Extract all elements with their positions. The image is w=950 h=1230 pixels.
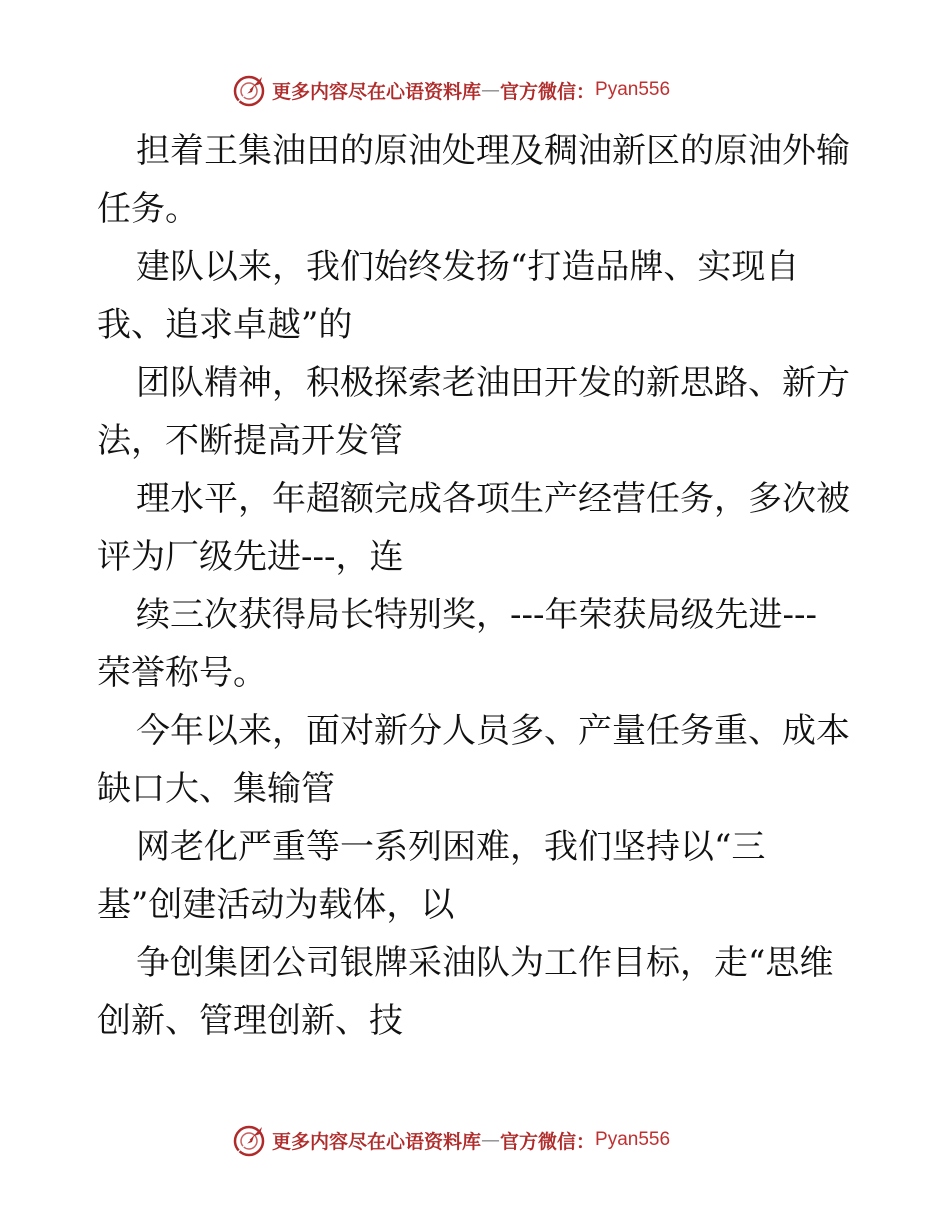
footer-wechat-label: 官方微信：: [500, 1130, 596, 1153]
header-site-name: 更多内容尽在心语资料库: [272, 80, 482, 103]
text-line: 创新、管理创新、技: [97, 1001, 403, 1041]
text-line: 理水平，年超额完成各项生产经营任务，多次被: [136, 479, 850, 519]
header-dash: —: [481, 79, 501, 101]
text-line: 今年以来，面对新分人员多、产量任务重、成本: [136, 711, 850, 751]
quill-logo-icon: [232, 1122, 268, 1158]
footer-site-name: 更多内容尽在心语资料库: [272, 1130, 482, 1153]
text-line: 续三次获得局长特别奖，---年荣获局级先进---: [136, 595, 817, 635]
header-wechat-id: Pyan556: [595, 79, 671, 100]
text-line: 基”创建活动为载体，以: [97, 885, 455, 925]
text-line: 荣誉称号。: [97, 653, 267, 693]
text-line: 我、追求卓越”的: [97, 305, 353, 345]
footer-dash: —: [481, 1129, 501, 1151]
text-line: 担着王集油田的原油处理及稠油新区的原油外输: [136, 131, 850, 171]
text-line: 评为厂级先进---，连: [97, 537, 404, 577]
header-wechat-label: 官方微信：: [500, 80, 596, 103]
text-line: 争创集团公司银牌采油队为工作目标，走“思维: [136, 943, 834, 983]
text-line: 法，不断提高开发管: [97, 421, 403, 461]
footer-banner: [232, 1120, 712, 1160]
header-banner: [232, 70, 712, 110]
text-line: 建队以来，我们始终发扬“打造品牌、实现自: [136, 247, 800, 287]
text-line: 任务。: [97, 189, 199, 229]
text-line: 团队精神，积极探索老油田开发的新思路、新方: [136, 363, 850, 403]
footer-wechat-id: Pyan556: [595, 1129, 671, 1150]
quill-logo-icon: [232, 72, 268, 108]
text-line: 缺口大、集输管: [97, 769, 335, 809]
text-line: 网老化严重等一系列困难，我们坚持以“三: [136, 827, 766, 867]
